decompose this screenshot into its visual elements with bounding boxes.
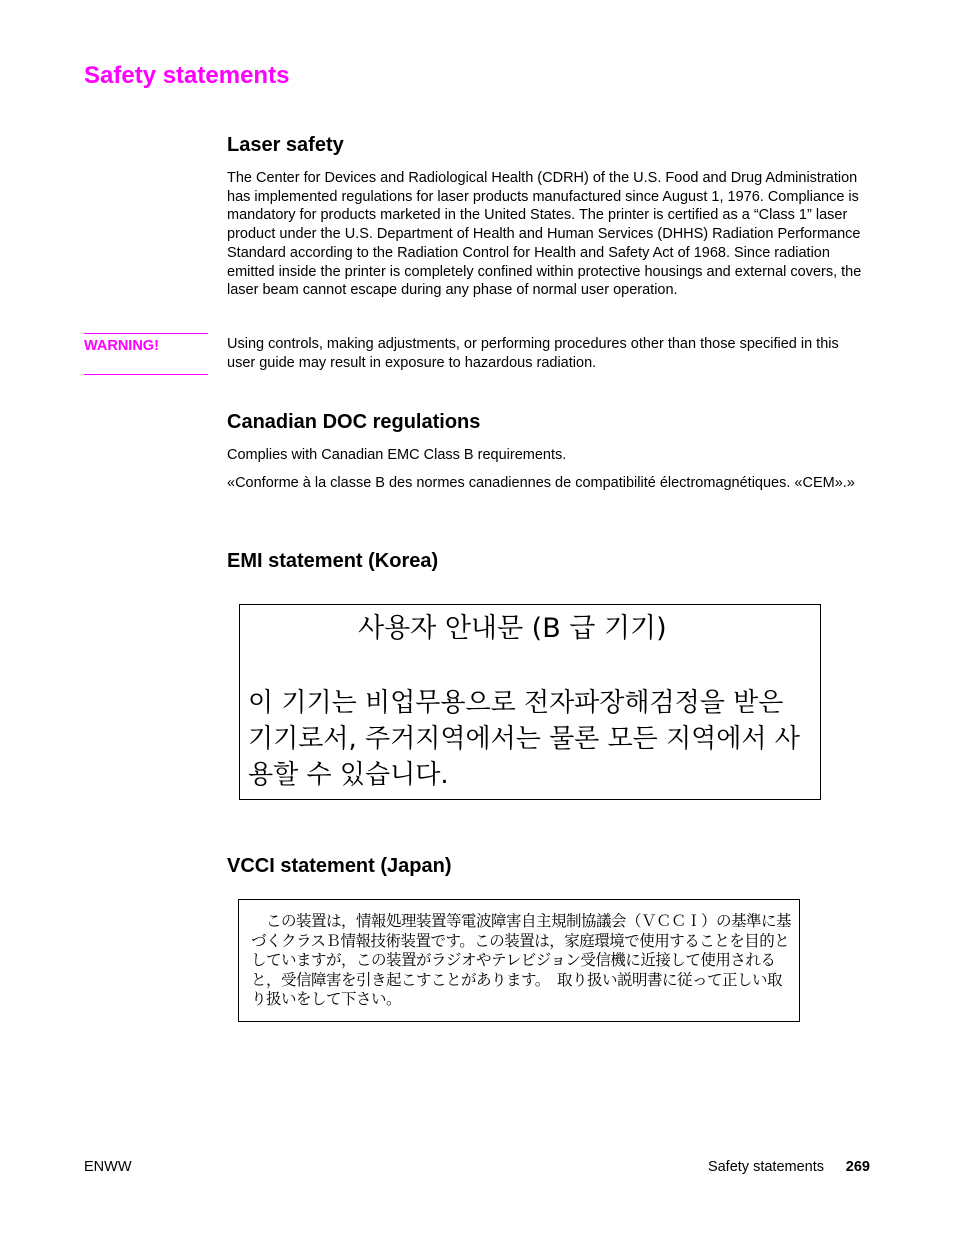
- footer-page-number: 269: [845, 1159, 870, 1175]
- page-title: Safety statements: [84, 62, 290, 89]
- korea-emi-notice-box: [239, 604, 821, 800]
- japan-notice-body: この装置は，情報処理装置等電波障害自主規制協議会（ＶＣＣＩ）の基準に基づくクラスＢ情報技術装置です。この装置は，家庭環境で使用することを目的としていますが，この装置がラジオやテレビジョン受信機に近接して使用されると，受信障害を引き起こすことがあります。 取り扱い説明書に従って正しい取り扱いをして下さい。: [251, 912, 792, 1008]
- warning-bottom-rule: [84, 374, 208, 375]
- footer-section-title: Safety statements: [707, 1159, 824, 1175]
- korea-notice-title: 사용자 안내문 (B 급 기기): [358, 613, 667, 644]
- warning-top-rule: [84, 333, 208, 334]
- canadian-french-text: «Conforme à la classe B des normes canadiennes de compatibilité électromagnétiques. «CEM».»: [227, 475, 855, 491]
- laser-safety-paragraph: The Center for Devices and Radiological Health (CDRH) of the U.S. Food and Drug Administration has implemented regulations for laser products manufactured since August 1, 1976. Compliance is mandatory for products marketed in the United States. The printer is certified as a “Class 1” laser product under the U.S. Department of Health and Human Services (DHHS) Radiation Performance Standard according to the Radiation Control for Health and Safety Act of 1968. Since radiation emitted inside the printer is completely confined within protective housings and external covers, the laser beam cannot escape during any phase of normal user operation.: [227, 170, 862, 299]
- japan-vcci-notice-box: [238, 899, 800, 1022]
- warning-text: Using controls, making adjustments, or performing procedures other than those specified in this user guide may result in exposure to hazardous radiation.: [227, 336, 839, 371]
- japan-vcci-heading: VCCI statement (Japan): [227, 855, 452, 877]
- laser-safety-heading: Laser safety: [227, 134, 344, 156]
- canadian-doc-heading: Canadian DOC regulations: [227, 411, 481, 433]
- canadian-compliance-text: Complies with Canadian EMC Class B requirements.: [227, 447, 567, 463]
- korea-notice-body: 이 기기는 비업무용으로 전자파장해검정을 받은 기기로서, 주거지역에서는 물론 모든 지역에서 사용할 수 있습니다.: [248, 688, 800, 790]
- warning-label: WARNING!: [84, 338, 159, 354]
- korea-emi-heading: EMI statement (Korea): [227, 550, 439, 572]
- footer-enww: ENWW: [84, 1159, 132, 1175]
